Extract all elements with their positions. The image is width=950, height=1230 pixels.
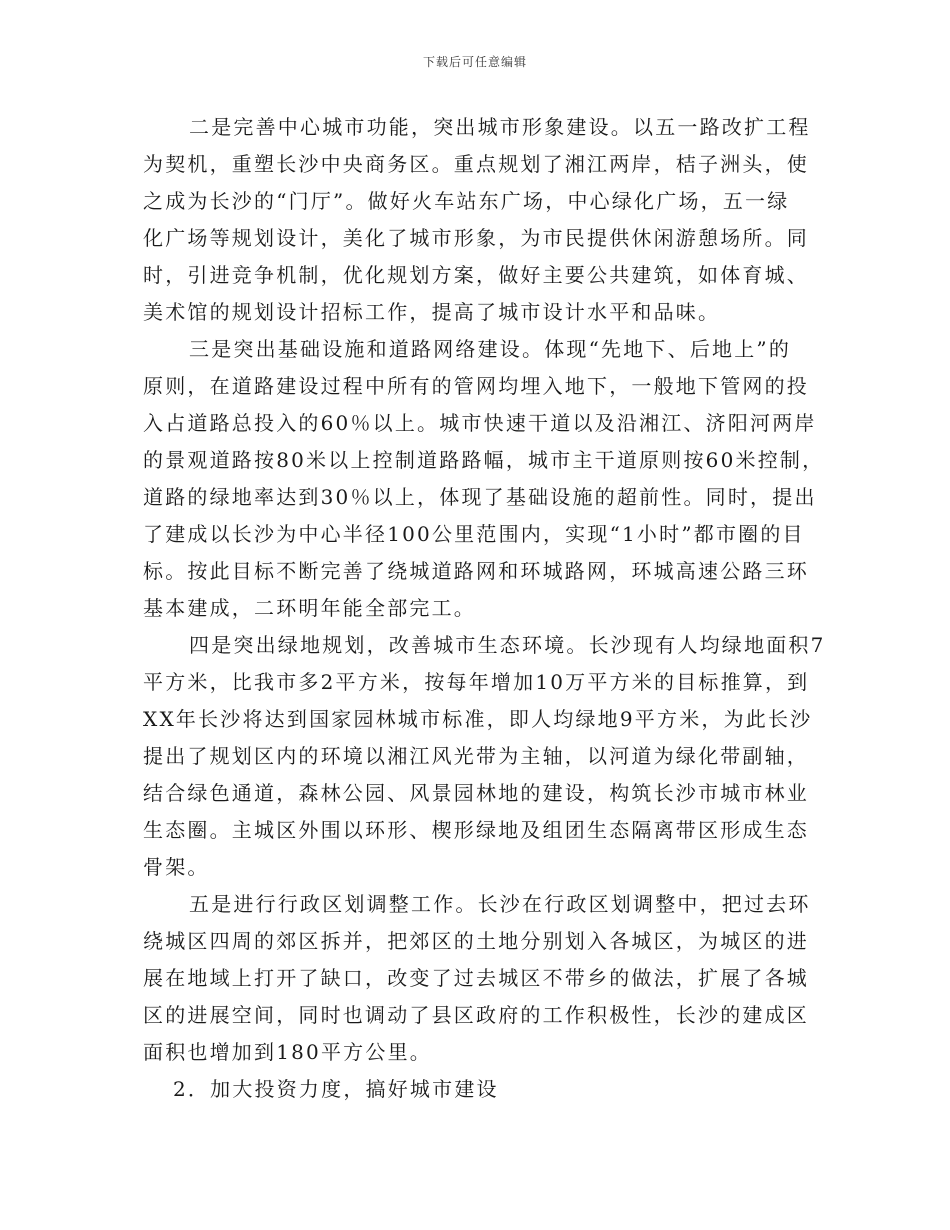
paragraph-green-space (143, 627, 826, 886)
text-line: 了建成以长沙为中心半径100公里范围内，实现“1小时”都市圈的目 (143, 522, 805, 546)
text-line: 区的进展空间，同时也调动了县区政府的工作积极性，长沙的建成区 (143, 1003, 809, 1027)
text-line: 提出了规划区内的环境以湘江风光带为主轴，以河道为绿化带副轴， (143, 744, 809, 768)
paragraph-administrative-division (143, 886, 823, 1071)
text-line: 之成为长沙的“门厅”。做好火车站东广场，中心绿化广场，五一绿 (143, 189, 790, 213)
text-line: 道路的绿地率达到30％以上，体现了基础设施的超前性。同时，提出 (143, 485, 817, 509)
text-line: 生态圈。主城区外围以环形、楔形绿地及组团生态隔离带区形成生态 (143, 818, 809, 842)
section-heading: 2．加大投资力度，搞好城市建设 (173, 1077, 499, 1101)
text-line: 时，引进竞争机制，优化规划方案，做好主要公共建筑，如体育城、 (143, 263, 809, 287)
text-line: 平方米，比我市多2平方米，按每年增加10万平方米的目标推算，到 (143, 670, 810, 694)
text-line: 骨架。 (143, 855, 210, 879)
text-line: 标。按此目标不断完善了绕城道路网和环城路网，环城高速公路三环 (143, 559, 809, 583)
text-line: 的景观道路按80米以上控制道路路幅，城市主干道原则按60米控制， (143, 448, 825, 472)
text-line: 五是进行行政区划调整工作。长沙在行政区划调整中，把过去环 (189, 892, 811, 916)
paragraph-city-function (143, 109, 823, 331)
text-line: 结合绿色通道，森林公园、风景园林地的建设，构筑长沙市城市林业 (143, 781, 809, 805)
text-line: 美术馆的规划设计招标工作，提高了城市设计水平和品味。 (143, 300, 721, 324)
text-line: 为契机，重塑长沙中央商务区。重点规划了湘江两岸，桔子洲头，使 (143, 152, 809, 176)
text-line: 化广场等规划设计，美化了城市形象，为市民提供休闲游憩场所。同 (143, 226, 809, 250)
text-line: 面积也增加到180平方公里。 (143, 1040, 432, 1064)
text-line: 二是完善中心城市功能，突出城市形象建设。以五一路改扩工程 (189, 115, 811, 139)
text-line: 四是突出绿地规划，改善城市生态环境。长沙现有人均绿地面积7 (189, 633, 826, 657)
text-line: 原则，在道路建设过程中所有的管网均埋入地下，一般地下管网的投 (143, 374, 809, 398)
text-line: 基本建成，二环明年能全部完工。 (143, 596, 476, 620)
page-header-note: 下载后可任意编辑 (422, 55, 527, 69)
text-line: 入占道路总投入的60％以上。城市快速干道以及沿湘江、济阳河两岸 (143, 411, 817, 435)
text-line: XX年长沙将达到国家园林城市标准，即人均绿地9平方米，为此长沙 (143, 707, 813, 731)
paragraph-infrastructure (143, 331, 823, 627)
text-line: 三是突出基础设施和道路网络建设。体现“先地下、后地上”的 (189, 337, 792, 361)
text-line: 展在地域上打开了缺口，改变了过去城区不带乡的做法，扩展了各城 (143, 966, 809, 990)
text-line: 绕城区四周的郊区拆并，把郊区的土地分别划入各城区，为城区的进 (143, 929, 809, 953)
document-body (143, 109, 826, 1108)
